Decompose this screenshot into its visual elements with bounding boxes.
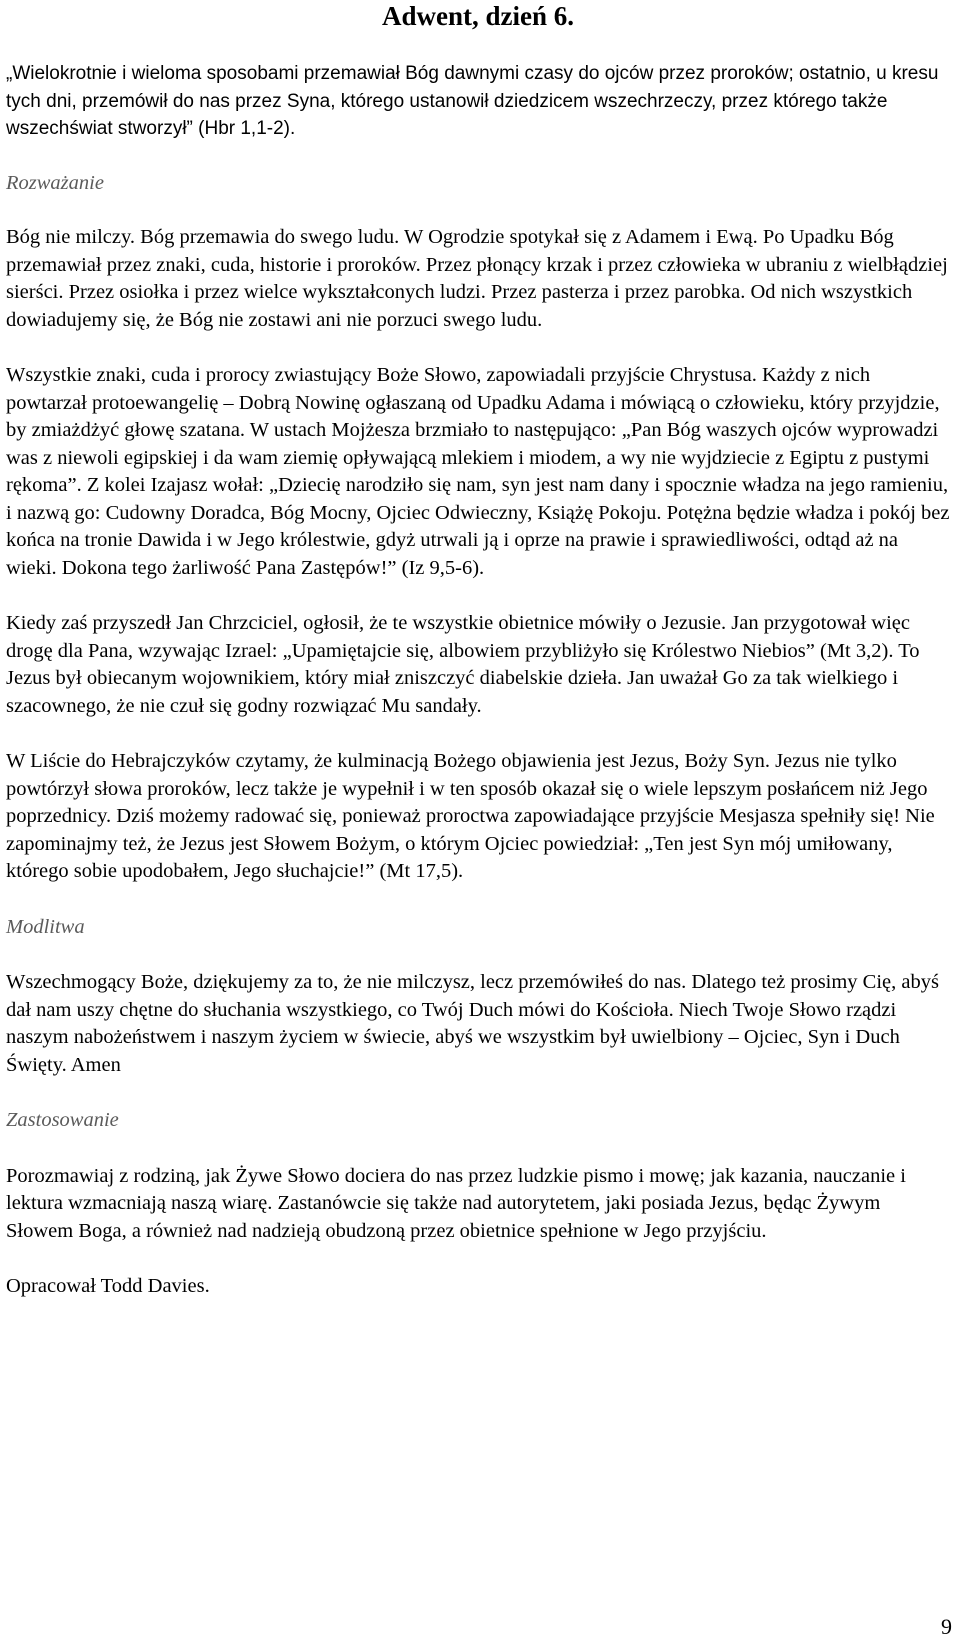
section-heading-reflection: Rozważanie — [6, 171, 104, 194]
prayer-text: Wszechmogący Boże, dziękujemy za to, że nie milczysz, lecz przemówiłeś do nas. Dlatego też prosimy Cię, abyś dał nam uszy chętne do słuchania wszystkiego, co Twój Duch mówi do Kościoła. Niech Twoje Słowo rządzi naszym nabożeństwem i naszym życiem w świecie, abyś we wszystkim był uwielbiony – Ojciec, Syn i Duch Święty. Amen — [6, 971, 939, 1076]
document-page — [6, 0, 950, 1301]
section-heading-prayer: Modlitwa — [6, 915, 85, 938]
page-title: Adwent, dzień 6. — [381, 1, 574, 31]
reflection-paragraph-1: Bóg nie milczy. Bóg przemawia do swego ludu. W Ogrodzie spotykał się z Adamem i Ewą. Po Upadku Bóg przemawiał przez znaki, cuda, historie i proroków. Przez płonący krzak i przez człowieka w ubraniu z wielbłądziej sierści. Przez osiołka i przez wielce wykształconych ludzi. Przez pasterza i przez parobka. Od nich wszystkich dowiadujemy się, że Bóg nie zostawi ani nie porzuci swego ludu. — [6, 226, 948, 331]
reflection-paragraph-3: Kiedy zaś przyszedł Jan Chrzciciel, ogłosił, że te wszystkie obietnice mówiły o Jezusie. Jan przygotował więc drogę dla Pana, wzywając Izrael: „Upamiętajcie się, albowiem przybliżyło się Królestwo Niebios” (Mt 3,2). To Jezus był obiecanym wojownikiem, który miał zniszczyć diabelskie dzieła. Jan uważał Go za tak wielkiego i szacownego, że nie czuł się godny rozwiązać Mu sandały. — [6, 612, 920, 717]
page-number: 9 — [941, 1614, 952, 1639]
section-heading-application: Zastosowanie — [6, 1109, 119, 1131]
author-credit: Opracował Todd Davies. — [6, 1275, 210, 1297]
scripture-quote: „Wielokrotnie i wieloma sposobami przemawiał Bóg dawnymi czasy do ojców przez proroków; ostatnio, u kresu tych dni, przemówił do nas przez Syna, którego ustanowił dziedzicem wszechrzeczy, przez którego także wszechświat stworzył” (Hbr 1,1-2). — [6, 63, 939, 139]
reflection-paragraph-2: Wszystkie znaki, cuda i prorocy zwiastujący Boże Słowo, zapowiadali przyjście Chrystusa. Każdy z nich powtarzał protoewangelię – Dobrą Nowinę ogłaszaną od Upadku Adama i mówiącą o człowieku, który przyjdzie, by zmiażdżyć głowę szatana. W ustach Mojżesza brzmiało to następująco: „Pan Bóg waszych ojców wyprowadzi was z niewoli egipskiej i da wam ziemię opływającą mlekiem i miodem, a wy nie wyjdziecie z Egiptu z pustymi rękoma”. Z kolei Izajasz wołał: „Dziecię narodziło się nam, syn jest nam dany i spocznie władza na jego ramieniu, i nazwą go: Cudowny Doradca, Bóg Mocny, Ojciec Odwieczny, Książę Pokoju. Potężna będzie władza i pokój bez końca na tronie Dawida i w Jego królestwie, gdyż utrwali ją i oprze na prawie i sprawiedliwości, odtąd aż na wieki. Dokona tego żarliwość Pana Zastępów!” (Iz 9,5-6). — [6, 364, 950, 579]
reflection-paragraph-4: W Liście do Hebrajczyków czytamy, że kulminacją Bożego objawienia jest Jezus, Boży Syn. Jezus nie tylko powtórzył słowa proroków, lecz także je wypełnił i w ten sposób okazał się o wiele lepszym posłańcem niż Jego poprzednicy. Dziś możemy radować się, ponieważ proroctwa zapowiadające przyjście Mesjasza spełniły się! Nie zapominajmy też, że Jezus jest Słowem Bożym, o którym Ojciec powiedział: „Ten jest Syn mój umiłowany, którego sobie upodobałem, Jego słuchajcie!” (Mt 17,5). — [6, 750, 935, 882]
application-text: Porozmawiaj z rodziną, jak Żywe Słowo dociera do nas przez ludzkie pismo i mowę; jak kazania, nauczanie i lektura wzmacniają naszą wiarę. Zastanówcie się także nad autorytetem, jaki posiada Jezus, będąc Żywym Słowem Boga, a również nad nadzieją obudzoną przez obietnice spełnione w Jego przyjściu. — [6, 1164, 906, 1242]
